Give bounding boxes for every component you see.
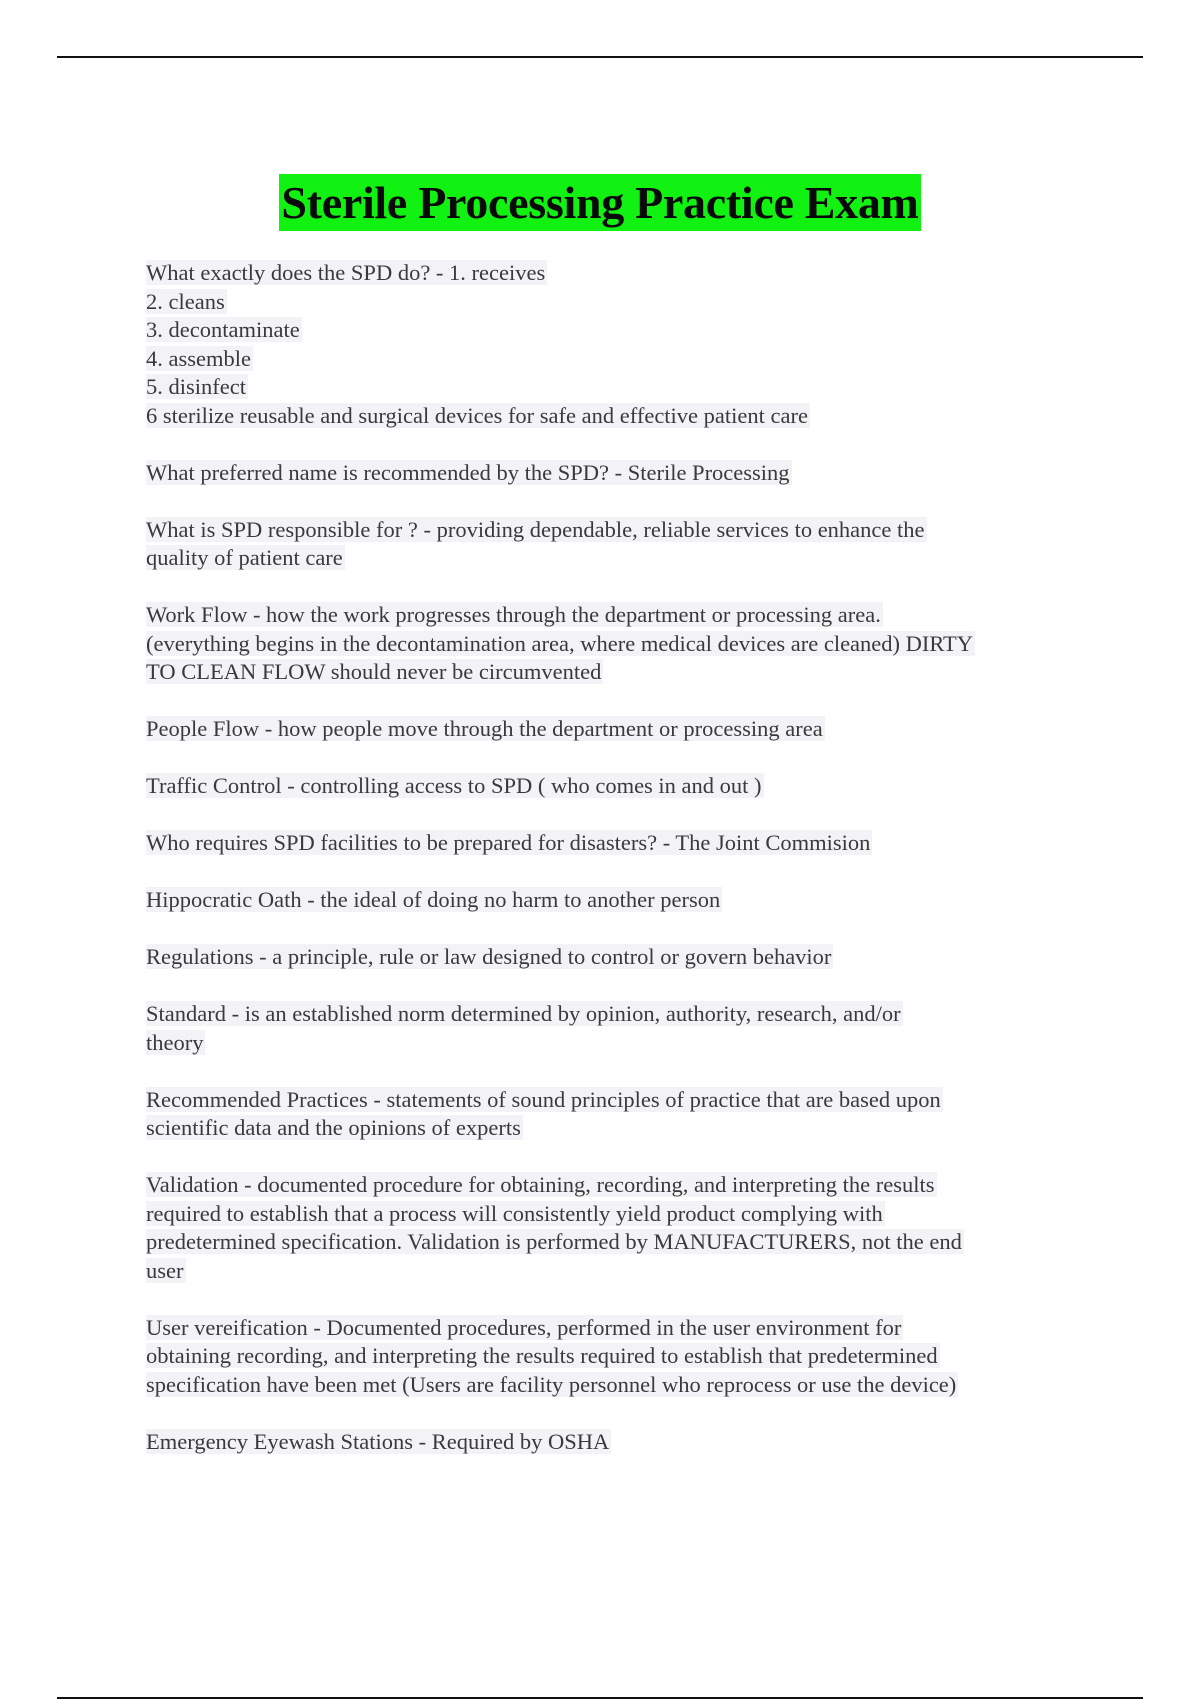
document-title: Sterile Processing Practice Exam <box>279 174 920 231</box>
text-line <box>146 345 1146 374</box>
text-line <box>146 772 1146 801</box>
header-rule <box>57 56 1143 58</box>
text-line-content: Recommended Practices - statements of sound principles of practice that are based upon <box>146 1086 941 1112</box>
text-line <box>146 459 1146 488</box>
text-line-content: Standard - is an established norm determined by opinion, authority, research, and/or <box>146 1001 901 1026</box>
qa-paragraph <box>146 516 1146 573</box>
footer-rule <box>57 1697 1143 1699</box>
qa-paragraph <box>146 1171 1146 1285</box>
text-line <box>146 288 1146 317</box>
text-line-content: Hippocratic Oath - the ideal of doing no harm to another person <box>146 887 721 912</box>
text-line-content: required to establish that a process will consistently yield product complying with <box>146 1200 883 1226</box>
text-line <box>146 943 1146 972</box>
text-line-content: (everything begins in the decontamination area, where medical devices are cleaned) DIRTY <box>146 630 974 656</box>
text-line-content: Regulations - a principle, rule or law designed to control or govern behavior <box>146 944 832 969</box>
qa-paragraph <box>146 715 1146 744</box>
text-line <box>146 1257 1146 1286</box>
qa-paragraph <box>146 259 1146 430</box>
text-line-content: Validation - documented procedure for obtaining, recording, and interpreting the results <box>146 1172 935 1197</box>
text-line-content: 6 sterilize reusable and surgical devices for safe and effective patient care <box>146 402 808 428</box>
text-line <box>146 630 1146 659</box>
text-line-content: 3. decontaminate <box>146 317 300 342</box>
text-line <box>146 829 1146 858</box>
text-line <box>146 715 1146 744</box>
text-line <box>146 544 1146 573</box>
text-line-content: 4. assemble <box>146 345 251 371</box>
text-line-content: obtaining recording, and interpreting the results required to establish that predetermined <box>146 1343 938 1368</box>
qa-paragraph <box>146 459 1146 488</box>
text-line-content: Traffic Control - controlling access to SPD ( who comes in and out ) <box>146 773 762 798</box>
text-line <box>146 516 1146 545</box>
text-line <box>146 1200 1146 1229</box>
text-line <box>146 402 1146 431</box>
text-line-content: user <box>146 1257 184 1283</box>
qa-paragraph <box>146 829 1146 858</box>
text-line <box>146 1428 1146 1457</box>
text-line <box>146 1029 1146 1058</box>
text-line <box>146 886 1146 915</box>
text-line-content: What exactly does the SPD do? - 1. receives <box>146 260 546 285</box>
text-line-content: Work Flow - how the work progresses through the department or processing area. <box>146 602 881 627</box>
qa-paragraph <box>146 772 1146 801</box>
text-line <box>146 1228 1146 1257</box>
document-body <box>146 259 1146 1485</box>
text-line <box>146 316 1146 345</box>
qa-paragraph <box>146 601 1146 687</box>
text-line-content: Who requires SPD facilities to be prepared for disasters? - The Joint Commision <box>146 830 871 855</box>
text-line <box>146 1314 1146 1343</box>
text-line-content: People Flow - how people move through the department or processing area <box>146 716 823 741</box>
text-line-content: TO CLEAN FLOW should never be circumvented <box>146 659 602 684</box>
text-line <box>146 373 1146 402</box>
qa-paragraph <box>146 1086 1146 1143</box>
text-line <box>146 1086 1146 1115</box>
title-container <box>0 174 1200 231</box>
text-line <box>146 1000 1146 1029</box>
text-line-content: Emergency Eyewash Stations - Required by OSHA <box>146 1428 610 1454</box>
qa-paragraph <box>146 1314 1146 1400</box>
text-line <box>146 658 1146 687</box>
text-line-content: 5. disinfect <box>146 374 246 399</box>
qa-paragraph <box>146 1428 1146 1457</box>
text-line <box>146 1171 1146 1200</box>
text-line-content: What preferred name is recommended by the SPD? - Sterile Processing <box>146 459 790 485</box>
text-line-content: quality of patient care <box>146 545 343 570</box>
text-line <box>146 1114 1146 1143</box>
text-line <box>146 1342 1146 1371</box>
text-line-content: User vereification - Documented procedures, performed in the user environment for <box>146 1314 902 1340</box>
qa-paragraph <box>146 943 1146 972</box>
text-line-content: scientific data and the opinions of experts <box>146 1115 521 1140</box>
text-line-content: theory <box>146 1029 204 1055</box>
text-line <box>146 259 1146 288</box>
text-line <box>146 1371 1146 1400</box>
text-line <box>146 601 1146 630</box>
text-line-content: specification have been met (Users are facility personnel who reprocess or use the device) <box>146 1371 957 1397</box>
text-line-content: What is SPD responsible for ? - providing dependable, reliable services to enhance the <box>146 516 925 542</box>
text-line-content: predetermined specification. Validation is performed by MANUFACTURERS, not the end <box>146 1229 962 1254</box>
text-line-content: 2. cleans <box>146 288 225 314</box>
qa-paragraph <box>146 1000 1146 1057</box>
qa-paragraph <box>146 886 1146 915</box>
